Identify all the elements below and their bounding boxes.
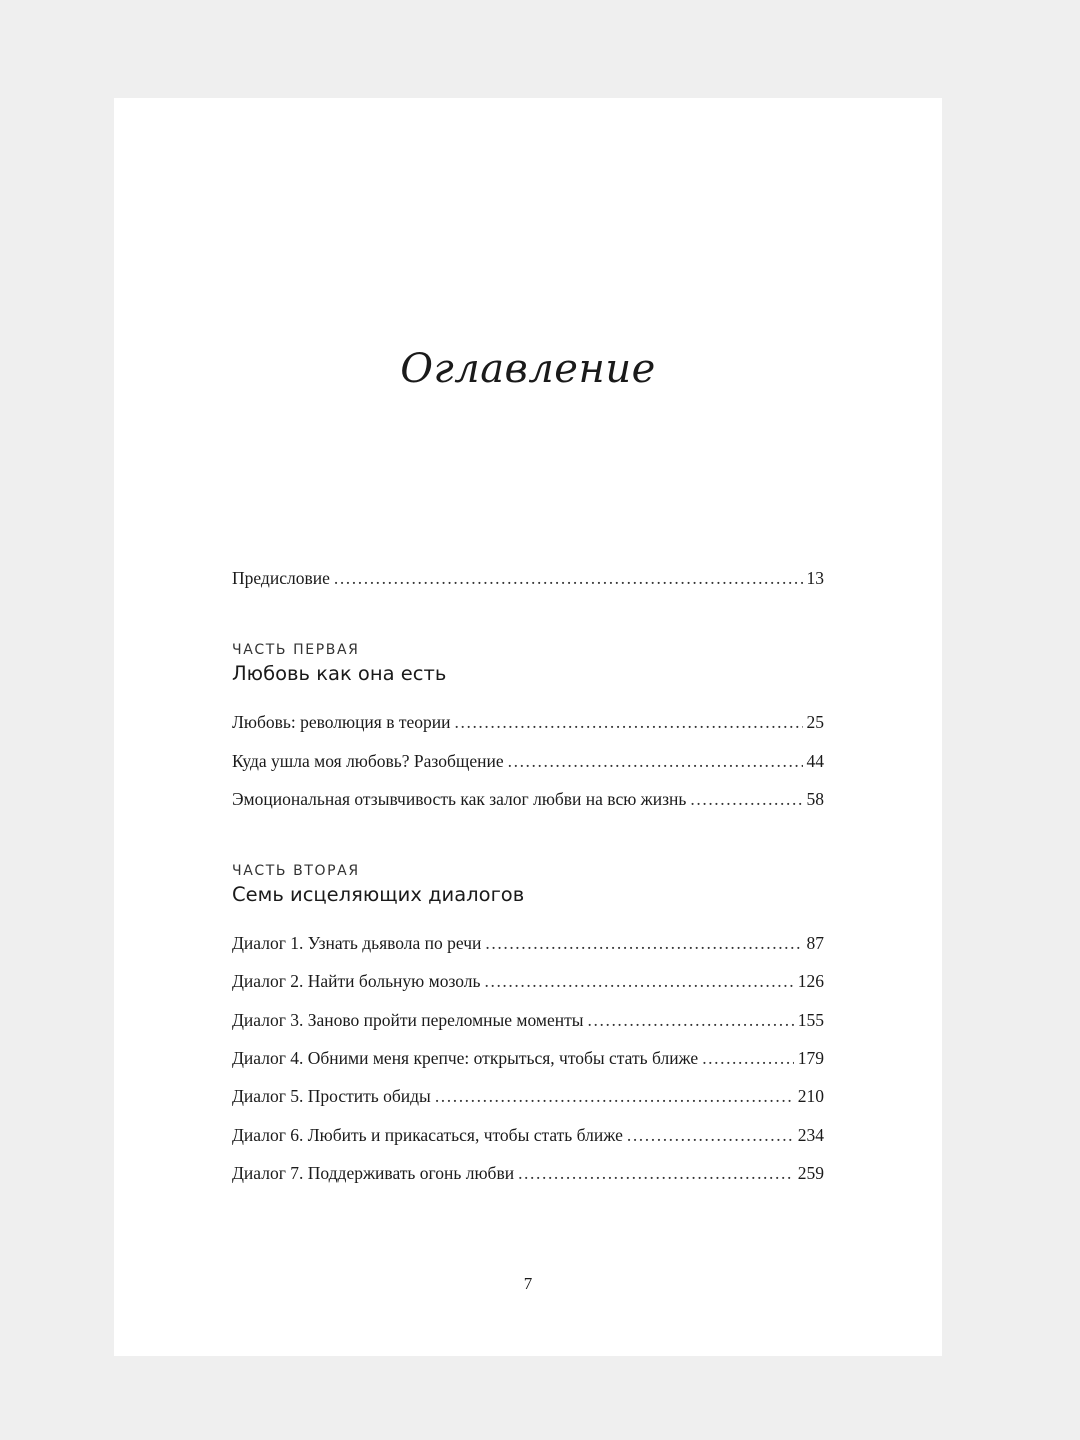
toc-entry-label: Диалог 4. Обними меня крепче: открыться, чтобы стать ближе	[232, 1048, 699, 1069]
toc-entry-preface	[232, 568, 824, 606]
toc-entry-page: 126	[797, 971, 824, 992]
toc-entry-page: 179	[797, 1048, 824, 1069]
toc-entry-label: Любовь: революция в теории	[232, 712, 451, 733]
toc-entry-page: 25	[806, 712, 824, 733]
toc-entry-label: Диалог 2. Найти больную мозоль	[232, 971, 481, 992]
toc-entry-label: Диалог 1. Узнать дьявола по речи	[232, 933, 482, 954]
toc-entry	[232, 712, 824, 750]
dot-leader	[702, 1048, 794, 1069]
toc-entry-label: Диалог 7. Поддерживать огонь любви	[232, 1162, 515, 1183]
toc-entry-page: 155	[797, 1009, 824, 1030]
toc-entry	[232, 1163, 824, 1201]
toc-entry-label: Диалог 5. Простить обиды	[232, 1086, 431, 1107]
part-one-kicker: ЧАСТЬ ПЕРВАЯ	[232, 642, 360, 659]
toc-entry-page: 13	[806, 568, 824, 588]
dot-leader	[485, 971, 794, 992]
dot-leader	[518, 1163, 794, 1184]
toc-entry	[232, 789, 824, 827]
toc-entry	[232, 751, 824, 789]
table-of-contents	[232, 568, 824, 1201]
toc-entry	[232, 1048, 824, 1086]
dot-leader	[627, 1125, 794, 1146]
page-title: Оглавление	[400, 346, 656, 392]
dot-leader	[334, 568, 803, 589]
toc-entry-page: 58	[806, 788, 824, 809]
book-page	[114, 98, 942, 1356]
part-two-kicker: ЧАСТЬ ВТОРАЯ	[232, 863, 360, 880]
toc-entry-page: 87	[806, 933, 824, 954]
dot-leader	[455, 712, 803, 733]
toc-entry-label: Куда ушла моя любовь? Разобщение	[232, 750, 504, 771]
toc-entry	[232, 971, 824, 1009]
toc-entry-label: Эмоциональная отзывчивость как залог любви на всю жизнь	[232, 788, 687, 809]
toc-entry	[232, 1086, 824, 1124]
toc-entry	[232, 933, 824, 971]
part-one-title: Любовь как она есть	[232, 662, 447, 686]
toc-entry-page: 210	[797, 1086, 824, 1107]
toc-entry-page: 259	[797, 1162, 824, 1183]
toc-entry-label: Предисловие	[232, 568, 330, 588]
dot-leader	[690, 789, 802, 810]
toc-entry	[232, 1010, 824, 1048]
toc-entry-page: 234	[797, 1124, 824, 1145]
toc-entry	[232, 1125, 824, 1163]
toc-entry-label: Диалог 3. Заново пройти переломные моменты	[232, 1009, 584, 1030]
toc-entry-page: 44	[806, 750, 824, 771]
dot-leader	[508, 751, 803, 772]
page-number: 7	[523, 1274, 533, 1293]
dot-leader	[435, 1086, 794, 1107]
dot-leader	[485, 933, 802, 954]
toc-entry-label: Диалог 6. Любить и прикасаться, чтобы стать ближе	[232, 1124, 623, 1145]
part-two-title: Семь исцеляющих диалогов	[232, 883, 525, 907]
dot-leader	[588, 1010, 794, 1031]
